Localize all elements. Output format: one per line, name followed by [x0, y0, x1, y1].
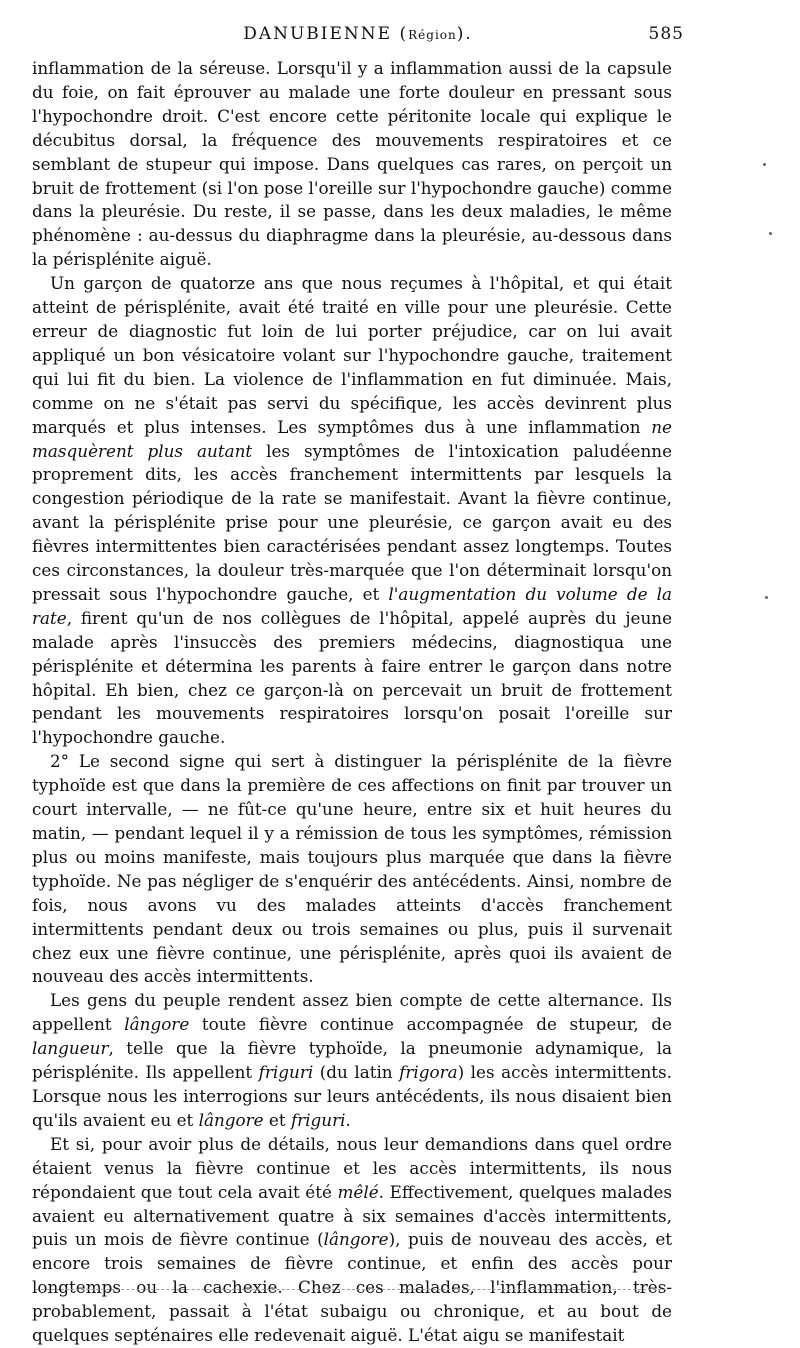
text-run: , firent qu'un de nos collègues de l'hôpital, appelé auprès du jeune malade après l'insuccès des premiers médecins, diagnostiqua une périsplénite et détermina les parents à faire entrer le garçon dans notre hôpital. Eh bien, chez ce garçon-là on percevait un bruit de frottement pendant les mouvements respiratoires lorsqu'on posait l'oreille sur l'hypochondre gauche.: [32, 607, 672, 748]
running-head-main: DANUBIENNE (: [243, 24, 409, 44]
italic-phrase: friguri: [290, 1109, 346, 1130]
text-run: ), puis de nouveau des accès, et encore trois semaines de fièvre continue, et enfin des accès pour longtemps ou la cachexie. Chez ces malades, l'inflammation, très-probablement, passait à l'état subaigu ou chronique, et au bout de quelques septénaires elle redevenait aiguë. L'état aigu se manifestait: [32, 1229, 673, 1346]
italic-phrase: ne masquèrent plus autant: [32, 416, 672, 461]
paragraph-p2: [32, 272, 672, 750]
italic-phrase: friguri: [258, 1062, 314, 1083]
italic-phrase: langueur: [32, 1038, 109, 1059]
text-run: et: [263, 1109, 291, 1130]
text-run: . Effectivement, quelques malades avaient eu alternativement quatre à six semaines d'accès intermittents, puis un mois de fièvre continue (: [32, 1181, 673, 1250]
paragraph-p1: [32, 57, 672, 272]
paragraph-p5: [32, 1133, 672, 1348]
margin-speck: [763, 163, 766, 166]
text-run: (du latin: [313, 1062, 400, 1083]
text-run: Les gens du peuple rendent assez bien compte de cette alternance. Ils appellent: [32, 990, 672, 1035]
text-run: les symptômes de l'intoxication paludéenne proprement dits, les accès franchement intermittents par lesquels la congestion périodique de la rate se manifestait. Avant la fièvre continue, avant la périsplénite prise pour une pleurésie, ce garçon avait eu des fièvres intermittentes bien caractérisées pendant assez longtemps. Toutes ces circonstances, la douleur très-marquée que l'on déterminait lorsqu'on pressait sous l'hypochondre gauche, et: [32, 440, 672, 604]
italic-phrase: frigora: [399, 1062, 458, 1083]
margin-speck: [765, 596, 768, 599]
italic-phrase: lângore: [198, 1109, 264, 1130]
text-run: Et si, pour avoir plus de détails, nous leur demandions dans quel ordre étaient venus la fièvre continue et les accès intermittents, ils nous répondaient que tout cela avait été: [32, 1133, 672, 1202]
italic-phrase: lângore: [124, 1014, 190, 1035]
running-head: [32, 24, 684, 44]
text-run: toute fièvre continue accompagnée de stupeur, de: [189, 1014, 672, 1035]
bottom-edge-rule: [36, 1289, 666, 1290]
text-run: .: [345, 1109, 351, 1130]
page-header: [32, 24, 684, 48]
page-number: 585: [648, 24, 684, 44]
margin-speck: [769, 232, 772, 235]
paragraph-p3: [32, 750, 672, 989]
text-run: Un garçon de quatorze ans que nous reçumes à l'hôpital, et qui était atteint de périsplénite, avait été traité en ville pour une pleurésie. Cette erreur de diagnostic fut loin de lui porter préjudice, car on lui avait appliqué un bon vésicatoire volant sur l'hypochondre gauche, traitement qui lui fit du bien. La violence de l'inflammation en fut diminuée. Mais, comme on ne s'était pas servi du spécifique, les accès devinrent plus marqués et plus intenses. Les symptômes dus à une inflammation: [32, 273, 672, 437]
text-run: 2° Le second signe qui sert à distinguer la périsplénite de la fièvre typhoïde est que dans la première de ces affections on finit par trouver un court intervalle, — ne fût-ce qu'une heure, entre six et huit heures du matin, — pendant lequel il y a rémission de tous les symptômes, rémission plus ou moins manifeste, mais toujours plus marquée que dans la fièvre typhoïde. Ne pas négliger de s'enquérir des antécédents. Ainsi, nombre de fois, nous avons vu des malades atteints d'accès franchement intermittents pendant deux ou trois semaines ou plus, puis il survenait chez eux une fièvre continue, une périsplénite, après quoi ils avaient de nouveau des accès intermittents.: [32, 751, 672, 987]
running-head-end: ).: [456, 24, 473, 44]
italic-phrase: lângore: [323, 1229, 389, 1250]
italic-phrase: mêlé: [337, 1181, 379, 1202]
body-text: [32, 57, 672, 1348]
text-run: ) les accès intermittents. Lorsque nous les interrogions sur leurs antécédents, ils nous disaient bien qu'ils avaient eu et: [32, 1062, 672, 1130]
running-head-small-caps: Région: [408, 28, 457, 42]
paragraph-p4: [32, 989, 672, 1132]
text-run: , telle que la fièvre typhoïde, la pneumonie adynamique, la périsplénite. Ils appellent: [32, 1038, 672, 1083]
text-run: inflammation de la séreuse. Lorsqu'il y a inflammation aussi de la capsule du foie, on fait éprouver au malade une forte douleur en pressant sous l'hypochondre droit. C'est encore cette péritonite locale qui explique le décubitus dorsal, la fréquence des mouvements respiratoires et ce semblant de stupeur qui impose. Dans quelques cas rares, on perçoit un bruit de frottement (si l'on pose l'oreille sur l'hypochondre gauche) comme dans la pleurésie. Du reste, il se passe, dans les deux maladies, le même phénomène : au-dessus du diaphragme dans la pleurésie, au-dessous dans la périsplénite aiguë.: [32, 58, 672, 270]
italic-phrase: l'augmentation du volume de la rate: [32, 583, 672, 628]
